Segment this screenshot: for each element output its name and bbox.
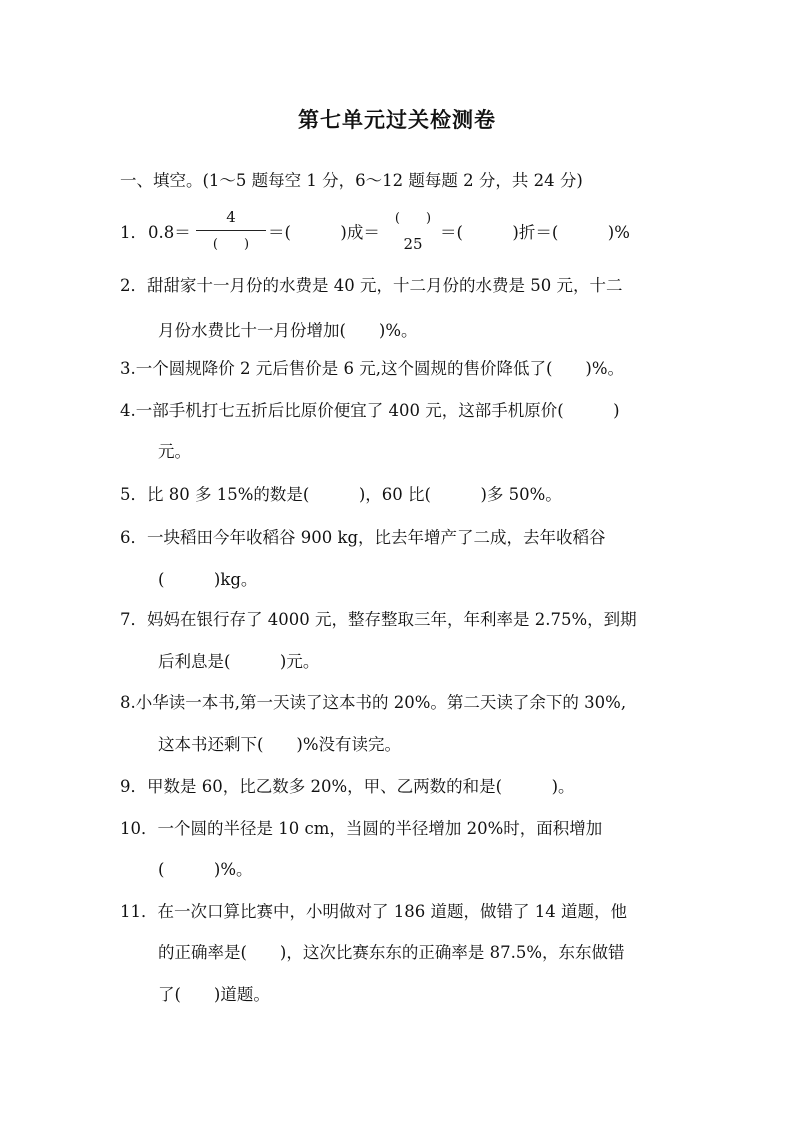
q11-line1: 11．在一次口算比赛中，小明做对了 186 道题，做错了 14 道题，他 <box>120 902 627 921</box>
section-heading: 一、填空。(1～5 题每空 1 分，6～12 题每题 2 分，共 24 分) <box>120 171 583 190</box>
q10-line1: 10．一个圆的半径是 10 cm，当圆的半径增加 20%时，面积增加 <box>120 819 603 838</box>
q1-fraction1-denominator: ( ) <box>212 237 250 252</box>
q10-line2: ( )%。 <box>158 860 253 879</box>
q6-line1: 6．一块稻田今年收稻谷 900 kg，比去年增产了二成，去年收稻谷 <box>120 528 606 547</box>
q1-fraction1-bar <box>196 230 266 231</box>
q1-part-b: ＝( )折＝( )% <box>440 223 630 242</box>
q7-line2: 后利息是( )元。 <box>158 652 320 671</box>
q8-line1: 8.小华读一本书,第一天读了这本书的 20%。第二天读了余下的 30%, <box>120 693 627 712</box>
q6-line2: ( )kg。 <box>158 570 258 589</box>
q8-line2: 这本书还剩下( )%没有读完。 <box>158 735 402 754</box>
q1-part-a: ＝( )成＝ <box>268 223 380 242</box>
q5-line1: 5．比 80 多 15%的数是( )，60 比( )多 50%。 <box>120 485 562 504</box>
q2-line1: 2．甜甜家十一月份的水费是 40 元，十二月份的水费是 50 元，十二 <box>120 276 623 295</box>
q2-line2: 月份水费比十一月份增加( )%。 <box>158 321 418 340</box>
q1-fraction1-numerator: 4 <box>226 208 236 226</box>
q9-line1: 9．甲数是 60，比乙数多 20%，甲、乙两数的和是( )。 <box>120 777 575 796</box>
q11-line2: 的正确率是( )，这次比赛东东的正确率是 87.5%，东东做错 <box>158 943 625 962</box>
q1-number: 1． <box>120 223 147 242</box>
q1-lead: 0.8＝ <box>148 223 191 242</box>
q1-fraction2-numerator: ( ) <box>394 211 432 226</box>
q1-fraction2-bar <box>388 230 438 231</box>
q3-line1: 3.一个圆规降价 2 元后售价是 6 元,这个圆规的售价降低了( )%。 <box>120 359 625 378</box>
q7-line1: 7．妈妈在银行存了 4000 元，整存整取三年，年利率是 2.75%，到期 <box>120 610 637 629</box>
q4-line1: 4.一部手机打七五折后比原价便宜了 400 元，这部手机原价( ) <box>120 401 620 420</box>
q4-line2: 元。 <box>158 442 191 461</box>
q1-fraction2-denominator: 25 <box>403 235 423 253</box>
q11-line3: 了( )道题。 <box>158 985 270 1004</box>
page-title: 第七单元过关检测卷 <box>298 108 496 132</box>
